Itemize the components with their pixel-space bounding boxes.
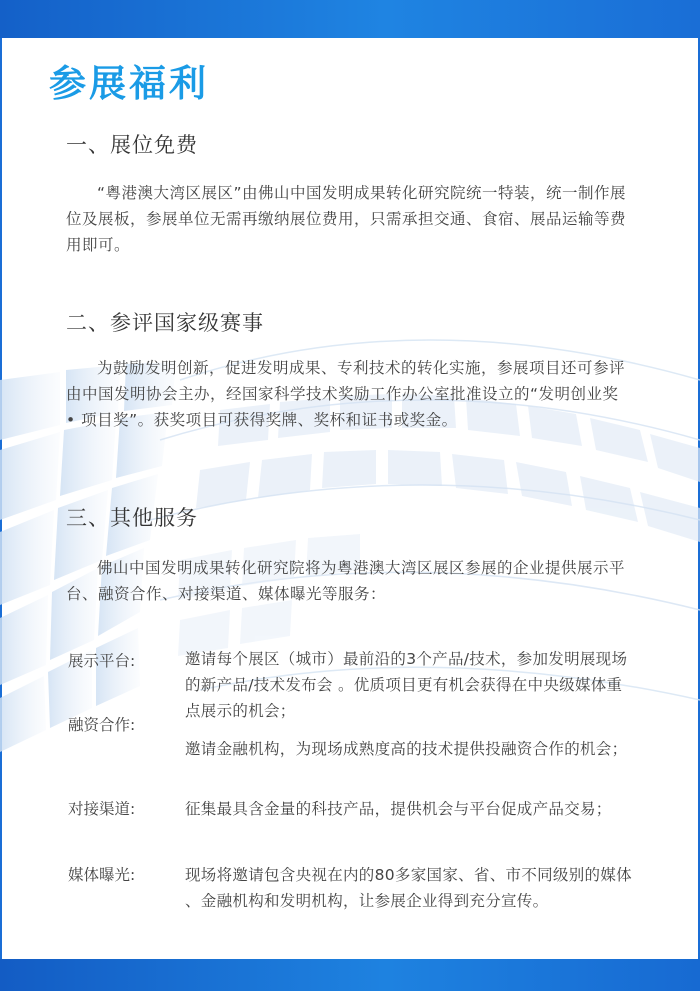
page-title: 参展福利 <box>49 62 209 105</box>
service-label-financing: 融资合作: <box>68 716 136 734</box>
section-paragraph-other-services: 佛山中国发明成果转化研究院将为粤港澳大湾区展区参展的企业提供展示平台、融资合作、对接渠道、媒体曝光等服务： <box>66 559 626 603</box>
service-text-display-platform: 邀请每个展区（城市）最前沿的3个产品/技术，参加发明展现场的新产品/技术发布会 。优质项目更有机会获得在中央级媒体重点展示的机会； <box>185 650 628 720</box>
service-text-financing: 邀请金融机构，为现场成熟度高的技术提供投融资合作的机会； <box>185 740 628 758</box>
bottom-banner <box>0 959 700 991</box>
section-heading-free-booth: 一、展位免费 <box>66 133 198 157</box>
service-label-media-exposure: 媒体曝光: <box>68 866 136 884</box>
section-paragraph-free-booth: “粤港澳大湾区展区”由佛山中国发明成果转化研究院统一特装，统一制作展位及展板，参展单位无需再缴纳展位费用，只需承担交通、食宿、展品运输等费用即可。 <box>66 184 627 254</box>
service-label-display-platform: 展示平台: <box>68 652 136 670</box>
service-label-matching-channels: 对接渠道: <box>68 800 136 818</box>
section-heading-national-competition: 二、参评国家级赛事 <box>66 311 264 335</box>
section-heading-other-services: 三、其他服务 <box>66 506 198 530</box>
section-paragraph-national-competition: 为鼓励发明创新，促进发明成果、专利技术的转化实施，参展项目还可参评由中国发明协会主办，经国家科学技术奖励工作办公室批准设立的“发明创业奖 • 项目奖”。获奖项目可获得奖牌、奖杯和证书或奖金。 <box>66 359 626 429</box>
service-text-media-exposure: 现场将邀请包含央视在内的80多家国家、省、市不同级别的媒体 、金融机构和发明机构，让参展企业得到充分宣传。 <box>185 866 632 910</box>
service-text-matching-channels: 征集最具含金量的科技产品，提供机会与平台促成产品交易； <box>185 800 612 818</box>
